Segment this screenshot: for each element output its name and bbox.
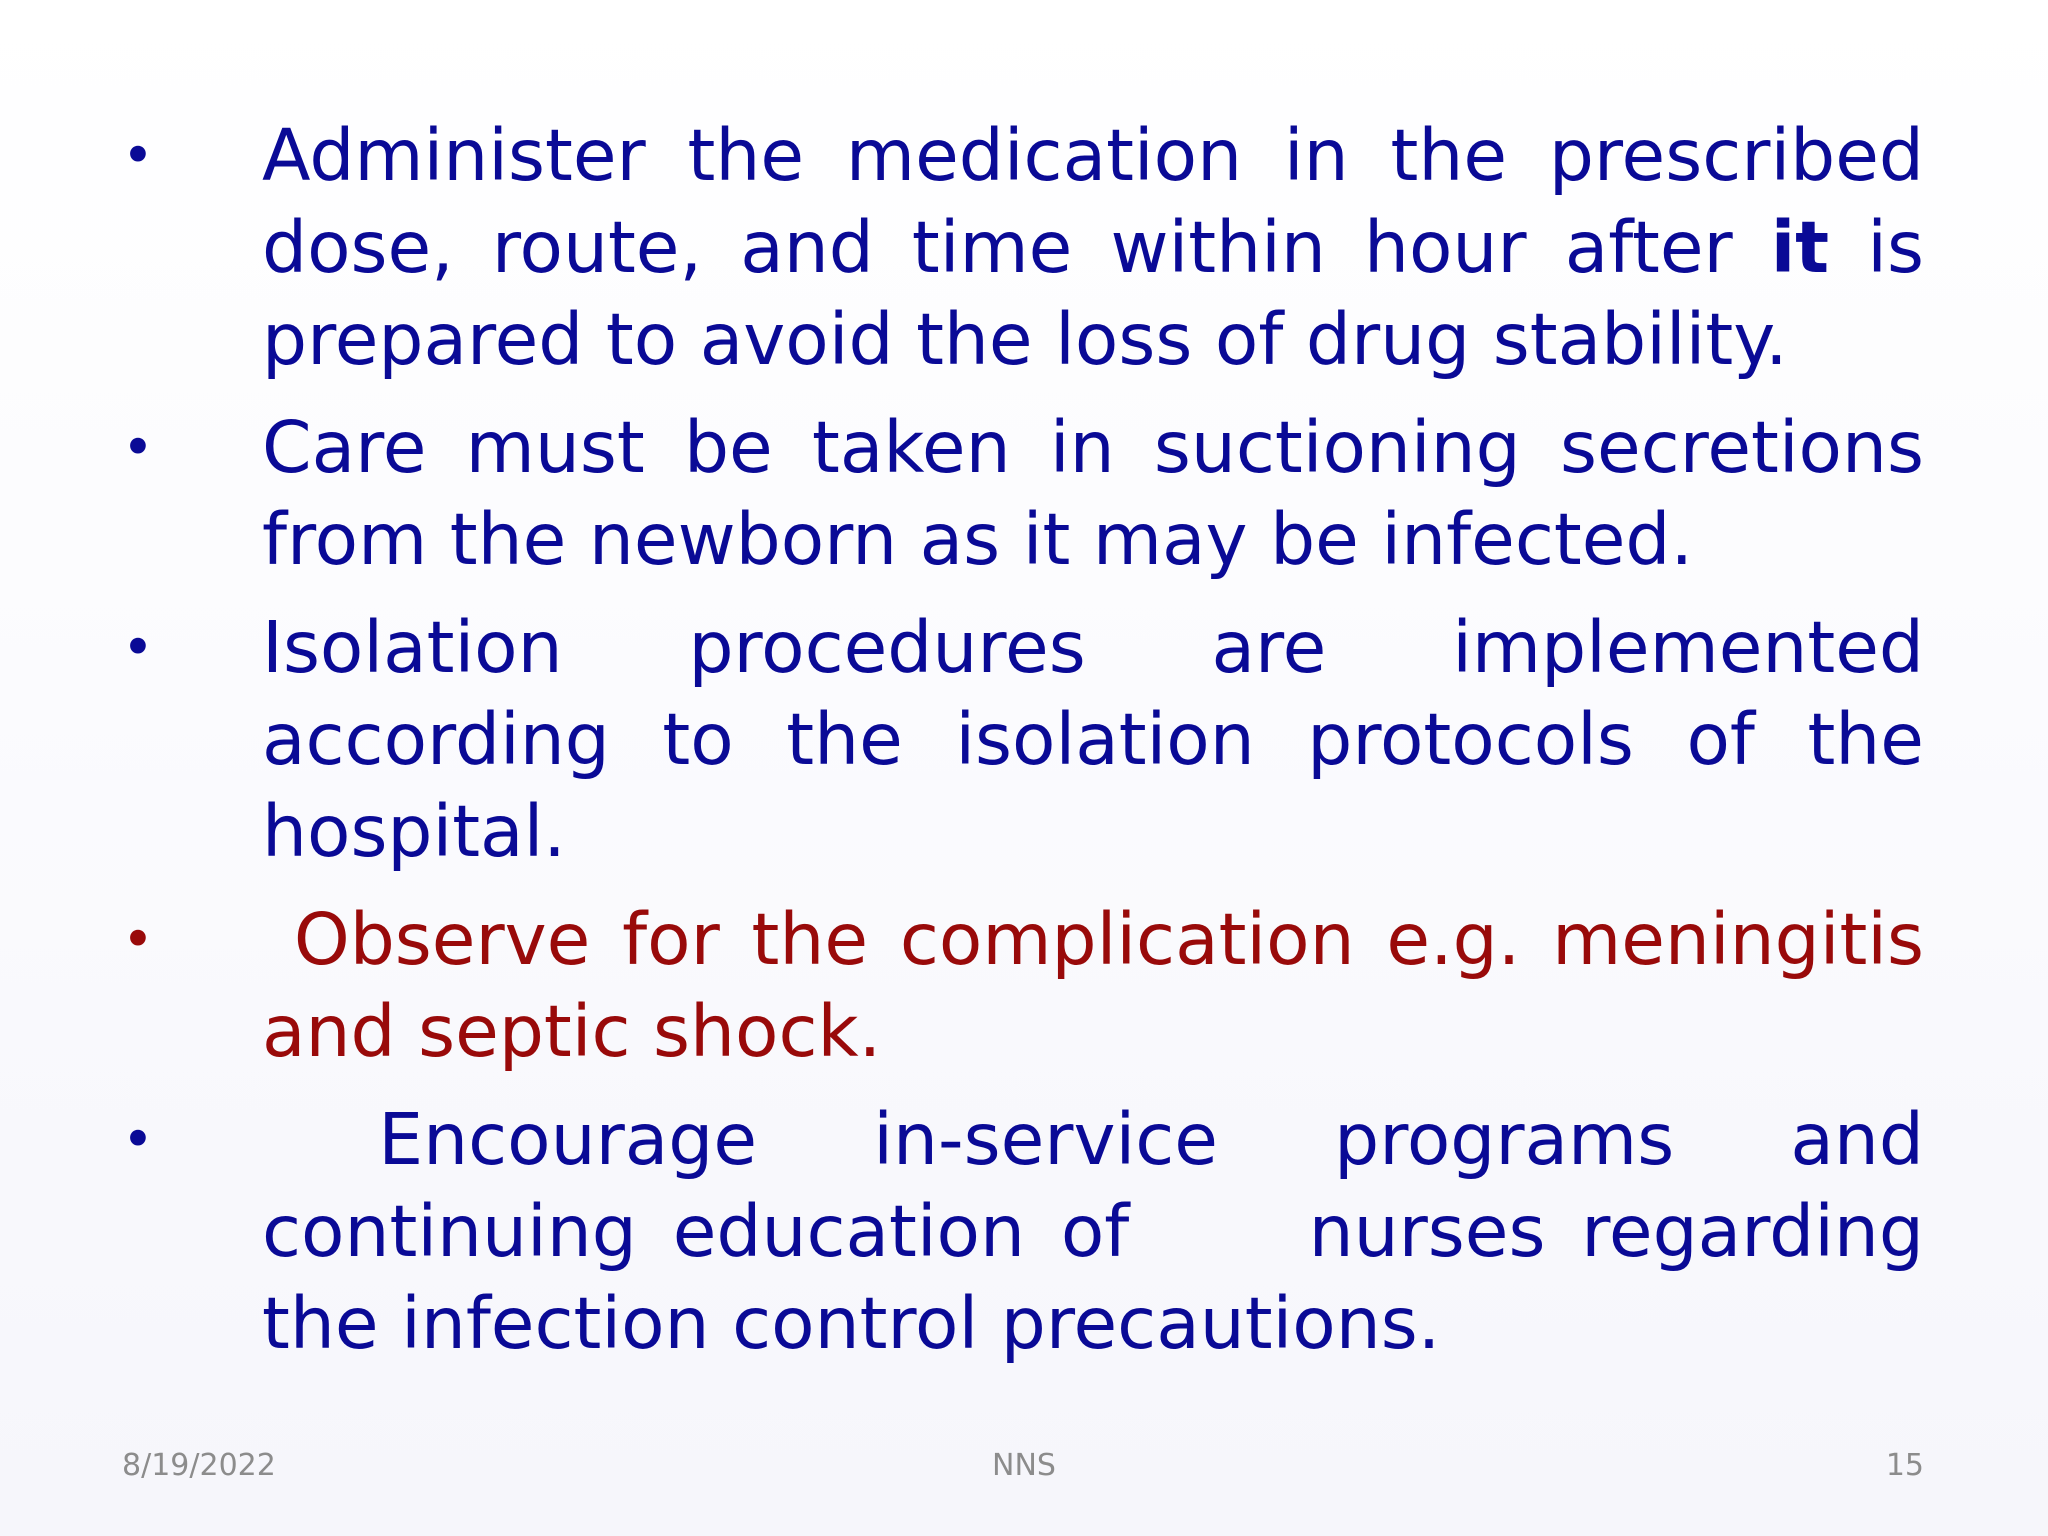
bullet-text-part: Administer the medication in the prescribed dose, route, and time within hour after <box>262 114 1924 289</box>
bullet-item-suctioning <box>0 402 2048 586</box>
bullet-text: Care must be taken in suctioning secretions from the newborn as it may be infected. <box>262 406 1924 581</box>
bullet-item-isolation <box>0 602 2048 878</box>
bullet-text: Observe for the complication e.g. meningitis and septic shock. <box>262 898 1947 1073</box>
bullet-text-part: is prepared to avoid the loss of drug stability. <box>262 206 1924 381</box>
footer-center-text: NNS <box>992 1448 1056 1483</box>
bullet-text: Encourage in-service programs and continuing education of nurses regarding the infection control precautions. <box>262 1098 1947 1365</box>
bullet-text <box>262 110 1924 386</box>
footer-date: 8/19/2022 <box>122 1448 276 1483</box>
bullet-item-medication <box>0 110 2048 386</box>
bullet-text-bold: it <box>1770 206 1830 289</box>
bullet-marker: • <box>122 124 154 187</box>
bullet-marker: • <box>122 616 154 679</box>
slide-number: 15 <box>1885 1448 1924 1483</box>
bullet-text: Isolation procedures are implemented according to the isolation protocols of the hospital. <box>262 606 1924 873</box>
bullet-item-complications <box>0 894 2048 1078</box>
bullet-item-education <box>0 1094 2048 1370</box>
bullet-marker: • <box>122 416 154 479</box>
bullet-list <box>0 110 2048 1386</box>
bullet-marker: • <box>122 1108 154 1171</box>
bullet-marker: • <box>122 908 154 971</box>
